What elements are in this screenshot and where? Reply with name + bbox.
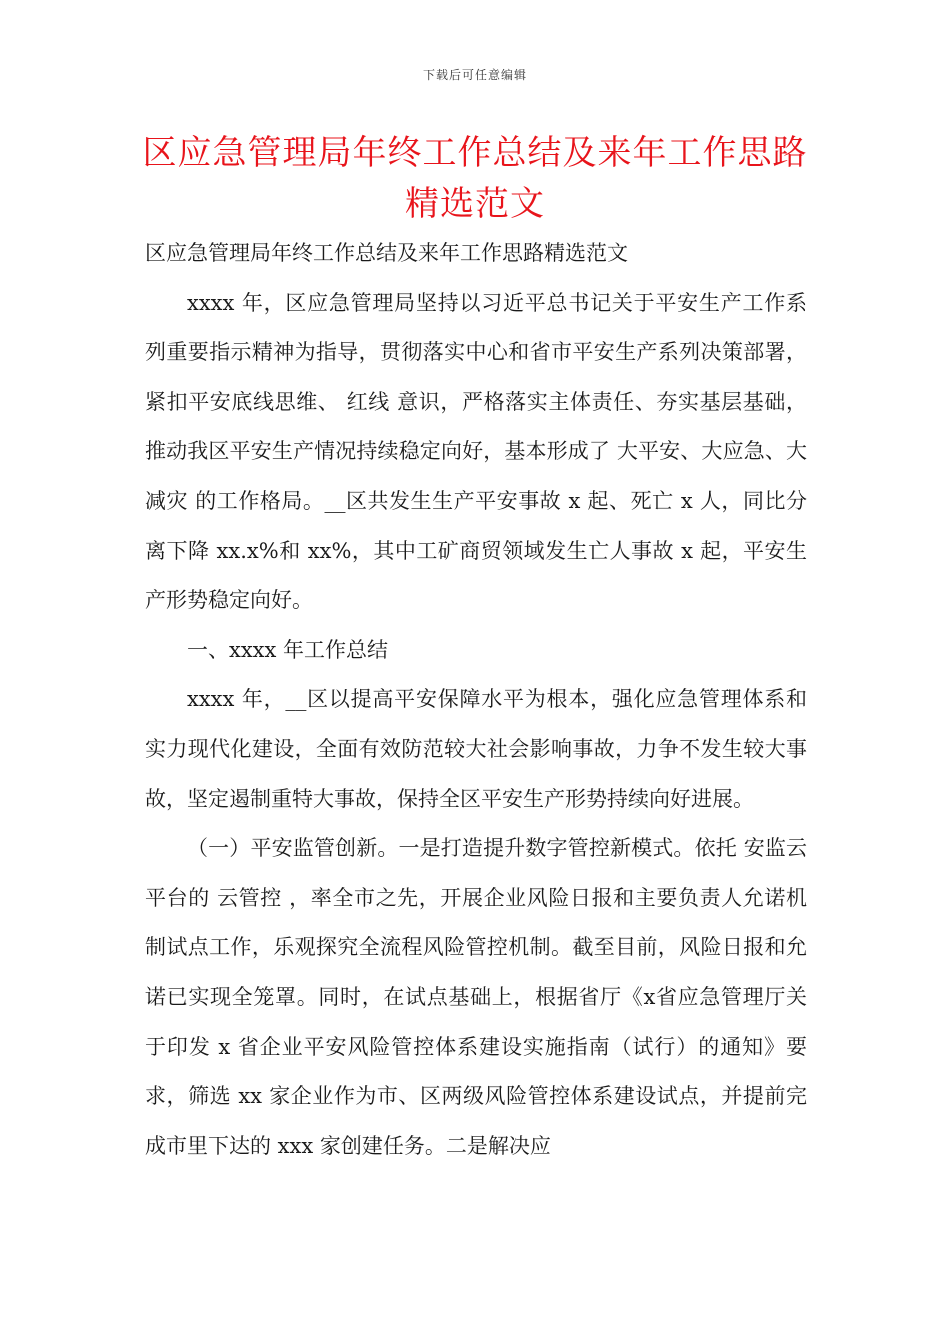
intro-paragraph: xxxx 年，区应急管理局坚持以习近平总书记关于平安生产工作系列重要指示精神为指导，贯彻落实中心和省市平安生产系列决策部署，紧扣平安底线思维、 红线 意识，严格落实主体责任、夯实基层基础，推动我区平安生产情况持续稳定向好，基本形成了 大平安、大应急、大减灾 的工作格局。__区共发生生产平安事故 x 起、死亡 x 人，同比分离下降 xx.x%和 xx%，其中工矿商贸领域发生亡人事故 x 起，平安生产形势稳定向好。: [145, 290, 807, 613]
summary-paragraph: xxxx 年，__区以提高平安保障水平为根本，强化应急管理体系和实力现代化建设，全面有效防范较大社会影响事故，力争不发生较大事故，坚定遏制重特大事故，保持全区平安生产形势持续向好进展。: [145, 687, 807, 811]
document-title: 区应急管理局年终工作总结及来年工作思路精选范文: [142, 133, 808, 224]
innovation-paragraph: （一）平安监管创新。一是打造提升数字管控新模式。依托 安监云 平台的 云管控 ，率全市之先，开展企业风险日报和主要负责人允诺机制试点工作，乐观探究全流程风险管控机制。截至目前，风险日报和允诺已实现全笼罩。同时，在试点基础上，根据省厅《x省应急管理厅关于印发 x 省企业平安风险管控体系建设实施指南（试行）的通知》要求，筛选 xx 家企业作为市、区两级风险管控体系建设试点，并提前完成市里下达的 xxx 家创建任务。二是解决应: [145, 836, 807, 1158]
subtitle-paragraph: 区应急管理局年终工作总结及来年工作思路精选范文: [145, 241, 628, 265]
document-body: [145, 229, 807, 1171]
header-note: 下载后可任意编辑: [422, 68, 527, 82]
section-heading: 一、xxxx 年工作总结: [187, 637, 389, 662]
